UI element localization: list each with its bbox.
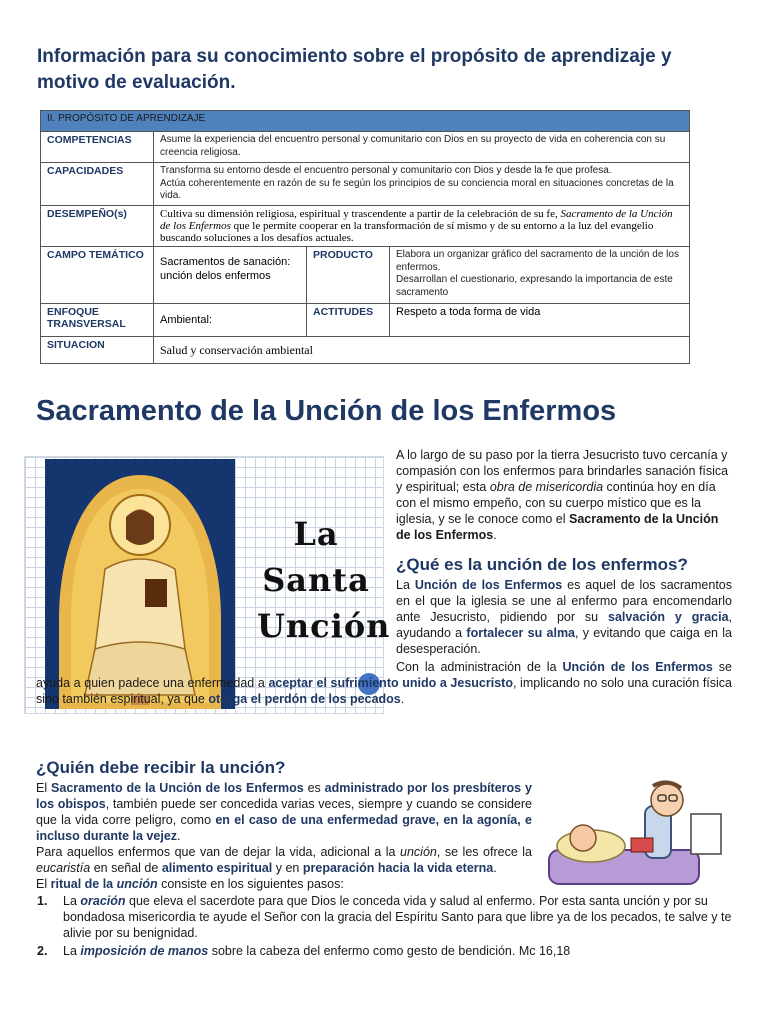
actitudes-label: ACTITUDES bbox=[307, 304, 390, 337]
intro-heading: Información para su conocimiento sobre el propósito de aprendizaje y motivo de evaluación. bbox=[37, 46, 672, 93]
competencias-text: Asume la experiencia del encuentro personal y comunitario con Dios en su proyecto de vida en coherencia con su creencia religiosa. bbox=[154, 132, 690, 163]
list-item: 2. La imposición de manos sobre la cabeza del enfermo como gesto de bendición. Mc 16,18 bbox=[37, 944, 571, 958]
producto-label: PRODUCTO bbox=[307, 247, 390, 304]
desempenos-label: DESEMPEÑO(s) bbox=[41, 206, 154, 247]
capacidades-label: CAPACIDADES bbox=[41, 163, 154, 206]
section2-paragraph-2: Para aquellos enfermos que van de dejar la vida, adicional a la unción, se les ofrece la eucaristía en señal de alimento espiritual y en preparación hacia la vida eterna. bbox=[36, 845, 533, 875]
capacidades-text-2: Actúa coherentemente en razón de su fe según los principios de su conciencia moral en situaciones concretas de la vida. bbox=[160, 177, 674, 201]
section-heading-what: ¿Qué es la unción de los enfermos? bbox=[396, 555, 688, 574]
section2-paragraph-1: El Sacramento de la Unción de los Enfermos es administrado por los presbíteros y los obispos, también puede ser concedida varias veces, siempre y cuando se considere que la vida corre peligro, como en el caso de una enfermedad grave, en la agonía, e incluso durante la vejez. bbox=[36, 781, 532, 843]
actitudes-text: Respeto a toda forma de vida bbox=[390, 304, 690, 337]
campo-label: CAMPO TEMÁTICO bbox=[41, 247, 154, 304]
competencias-label: COMPETENCIAS bbox=[41, 132, 154, 163]
section-heading-who: ¿Quién debe recibir la unción? bbox=[36, 758, 286, 777]
table-header: II. PROPÓSITO DE APRENDIZAJE bbox=[41, 111, 690, 132]
enfoque-text: Ambiental: bbox=[154, 304, 307, 337]
section1-paragraph-1: La Unción de los Enfermos es aquel de los sacramentos en el que la iglesia se une al enfermo para encomendarlo ante Jesucristo, pidiendo por su salvación y gracia, ayudando a fortalecer su alma, y evitando que caiga en la desesperación. bbox=[396, 578, 733, 656]
list-item: 1. La oración que eleva el sacerdote para que Dios le conceda vida y salud al enfermo. Por esta santa unción y por su bondadosa misericordia te ayude el Señor con la gracia del Espíritu Santo para que libre ya de los pecados, te salve y te alivie por su benignidad. bbox=[37, 894, 732, 940]
capacidades-cell bbox=[154, 163, 690, 206]
campo-text: Sacramentos de sanación: unción delos enfermos bbox=[154, 247, 307, 304]
learning-purpose-table bbox=[40, 110, 690, 364]
image-title: La Santa Unción bbox=[257, 515, 391, 645]
situacion-text: Salud y conservación ambiental bbox=[154, 337, 690, 364]
desempenos-text: Cultiva su dimensión religiosa, espiritual y trascendente a partir de la celebración de su fe, Sacramento de la Unción de los Enfermos que le permite cooperar en la transformación de sí mismo y de su entorno a la luz del evangelio buscando soluciones a los desafíos actuales. bbox=[154, 206, 690, 247]
producto-text: Elabora un organizar gráfico del sacramento de la unción de los enfermos. Desarrollan el cuestionario, expresando la importancia de este sacramento bbox=[390, 247, 690, 304]
sick-patient-illustration-icon bbox=[541, 780, 731, 896]
section2-text bbox=[36, 780, 532, 892]
capacidades-text-1: Transforma su entorno desde el encuentro personal y comunitario con Dios y desde la fe que profesa. bbox=[160, 165, 612, 176]
situacion-label: SITUACION bbox=[41, 337, 154, 364]
main-title: Sacramento de la Unción de los Enfermos bbox=[36, 395, 617, 427]
intro-paragraph: A lo largo de su paso por la tierra Jesucristo tuvo cercanía y compasión con los enfermos para brindarles sanación física y espiritual; esta obra de misericordia continúa hoy en día con el mismo empeño, con su cuerpo místico que es la iglesia, y se le conoce como el Sacramento de la Unción de los Enfermos. bbox=[396, 448, 729, 542]
section2-paragraph-3: El ritual de la unción consiste en los siguientes pasos: bbox=[36, 877, 344, 891]
section1-paragraph-2: Con la administración de la Unción de los Enfermos se ayuda a quien padece una enfermedad a aceptar el sufrimiento unido a Jesucristo, implicando no solo una curación física sino también espiritual, ya que otorga el perdón de los pecados. bbox=[36, 660, 732, 706]
ritual-steps-list bbox=[37, 893, 759, 959]
enfoque-label: ENFOQUE TRANSVERSAL bbox=[41, 304, 154, 337]
